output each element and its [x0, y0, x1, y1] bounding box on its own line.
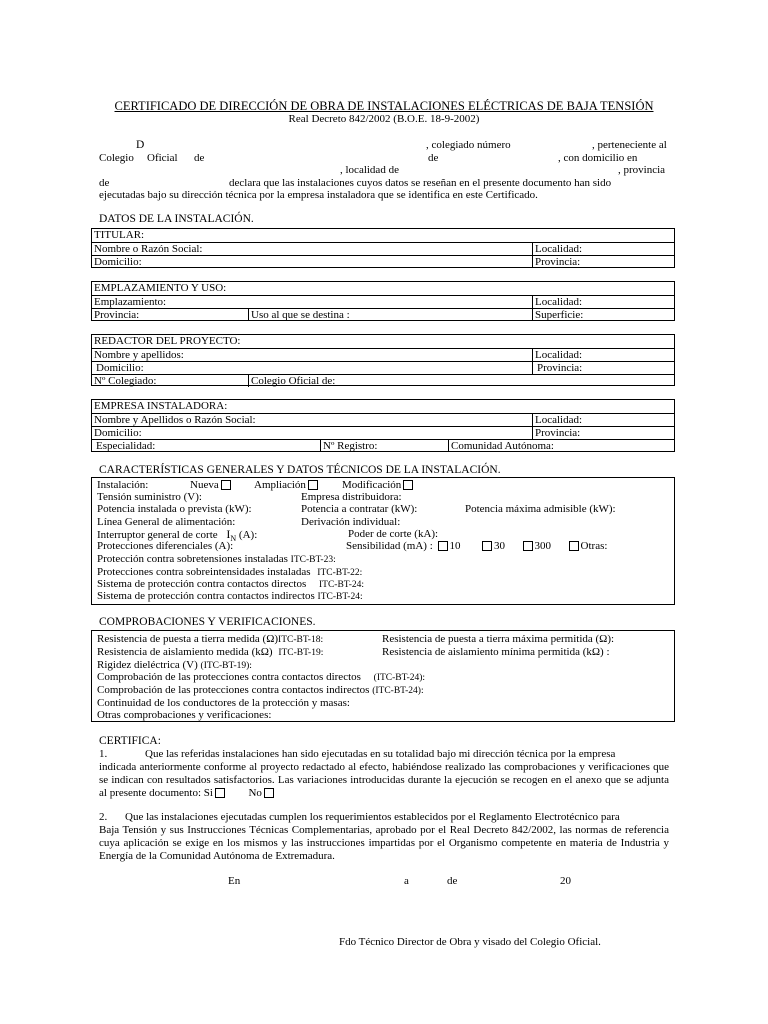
- sobreintensidades-itc: ITC-BT-22:: [317, 568, 363, 578]
- emplazamiento-table: [91, 281, 675, 321]
- empresa-provincia-field[interactable]: Provincia:: [532, 427, 674, 439]
- res-tierra-max-field[interactable]: Resistencia de puesta a tierra máxima permitida (Ω):: [382, 633, 615, 645]
- footer-year: 20: [560, 875, 571, 887]
- intro-d: D: [136, 139, 145, 151]
- modificacion-checkbox[interactable]: [403, 480, 413, 490]
- footer-de: de: [447, 875, 458, 887]
- empresa-comunidad-field[interactable]: Comunidad Autónoma:: [448, 440, 674, 452]
- intro-provincia: , provincia: [618, 164, 666, 176]
- footer-a: a: [404, 875, 409, 887]
- comp-directos-field[interactable]: [97, 671, 425, 685]
- certifica-no-checkbox[interactable]: [264, 788, 274, 798]
- res-aislamiento-min-field[interactable]: Resistencia de aislamiento mínima permitida (kΩ) :: [382, 646, 610, 658]
- interruptor-in-symbol: I: [226, 527, 231, 541]
- derivacion-field[interactable]: Derivación individual:: [301, 516, 401, 528]
- res-aislamiento-itc: ITC-BT-19:: [278, 648, 324, 658]
- footer-firma: Fdo Técnico Director de Obra y visado del Colegio Oficial.: [339, 936, 601, 948]
- comprobaciones-table: [91, 630, 675, 722]
- potencia-contratar-field[interactable]: Potencia a contratar (kW):: [301, 503, 418, 515]
- caracteristicas-heading: CARACTERÍSTICAS GENERALES Y DATOS TÉCNICOS DE LA INSTALACIÓN.: [99, 464, 501, 476]
- intro-perteneciente: , perteneciente al: [592, 139, 667, 151]
- res-aislamiento-label: Resistencia de aislamiento medida (kΩ): [97, 646, 273, 658]
- titular-provincia-field[interactable]: Provincia:: [532, 256, 674, 268]
- sensibilidad-10-checkbox[interactable]: [438, 541, 448, 551]
- redactor-colegiado-field[interactable]: Nº Colegiado:: [94, 375, 157, 387]
- emplazamiento-uso-field[interactable]: Uso al que se destina :: [248, 309, 532, 321]
- intro-de1: de: [194, 152, 205, 164]
- modificacion-label: Modificación: [342, 479, 402, 491]
- contactos-indirectos-field[interactable]: [97, 590, 363, 604]
- intro-oficial: Oficial: [147, 152, 178, 164]
- sensibilidad-300-checkbox[interactable]: [523, 541, 533, 551]
- protecciones-diferenciales-field[interactable]: Protecciones diferenciales (A):: [97, 540, 234, 552]
- footer-en: En: [228, 875, 241, 887]
- intro-domicilio: , con domicilio en: [558, 152, 638, 164]
- res-tierra-itc: ITC-BT-18:: [278, 635, 324, 645]
- empresa-registro-field[interactable]: Nº Registro:: [320, 440, 448, 452]
- redactor-provincia-field[interactable]: Provincia:: [532, 362, 674, 374]
- intro-colegiado: , colegiado número: [426, 139, 511, 151]
- instalacion-label: Instalación:: [97, 479, 149, 491]
- contactos-directos-label: Sistema de protección contra contactos directos: [97, 578, 307, 590]
- redactor-localidad-field[interactable]: Localidad:: [532, 349, 674, 361]
- sobretensiones-field[interactable]: [97, 553, 336, 567]
- titular-domicilio-field[interactable]: Domicilio:: [94, 256, 142, 268]
- intro-de3: de: [99, 177, 110, 189]
- intro-de2: de: [428, 152, 439, 164]
- tension-field[interactable]: Tensión suministro (V):: [97, 491, 202, 503]
- empresa-nombre-field[interactable]: Nombre y Apellidos o Razón Social:: [94, 414, 256, 426]
- otras-comprobaciones-field[interactable]: Otras comprobaciones y verificaciones:: [97, 709, 272, 721]
- certifica-heading: CERTIFICA:: [99, 735, 161, 747]
- linea-general-field[interactable]: Línea General de alimentación:: [97, 516, 236, 528]
- sensibilidad-30-checkbox[interactable]: [482, 541, 492, 551]
- sensibilidad-30-label: 30: [494, 540, 506, 552]
- intro-declara: declara que las instalaciones cuyos datos se reseñan en el presente documento han sido: [229, 177, 612, 189]
- rigidez-itc: (ITC-BT-19):: [200, 661, 252, 671]
- interruptor-unit: (A):: [238, 529, 258, 541]
- intro-colegio: Colegio: [99, 152, 134, 164]
- comp-indirectos-label: Comprobación de las protecciones contra contactos indirectos: [97, 684, 370, 696]
- emplazamiento-localidad-field[interactable]: Localidad:: [532, 296, 674, 308]
- certifica-si-label: Si: [203, 786, 213, 799]
- ampliacion-label: Ampliación: [254, 479, 306, 491]
- emplazamiento-provincia-field[interactable]: Provincia:: [94, 309, 140, 321]
- comp-indirectos-field[interactable]: [97, 684, 424, 698]
- redactor-domicilio-field[interactable]: Domicilio:: [96, 362, 144, 374]
- titular-nombre-field[interactable]: Nombre o Razón Social:: [94, 243, 203, 255]
- res-tierra-field[interactable]: [97, 633, 323, 647]
- redactor-label: REDACTOR DEL PROYECTO:: [94, 335, 241, 347]
- redactor-nombre-field[interactable]: Nombre y apellidos:: [94, 349, 184, 361]
- redactor-table: [91, 334, 675, 386]
- caracteristicas-table: [91, 477, 675, 605]
- emplazamiento-superficie-field[interactable]: Superficie:: [532, 309, 674, 321]
- sensibilidad-10-label: 10: [449, 540, 461, 552]
- sensibilidad-label: Sensibilidad (mA) :: [346, 540, 433, 552]
- ampliacion-checkbox[interactable]: [308, 480, 318, 490]
- titular-table: [91, 228, 675, 268]
- comp-directos-itc: (ITC-BT-24):: [373, 673, 426, 683]
- emplazamiento-field[interactable]: Emplazamiento:: [94, 296, 167, 308]
- empresa-especialidad-field[interactable]: Especialidad:: [96, 440, 156, 452]
- document-title: CERTIFICADO DE DIRECCIÓN DE OBRA DE INSTALACIONES ELÉCTRICAS DE BAJA TENSIÓN: [114, 99, 654, 113]
- document-subtitle: Real Decreto 842/2002 (B.O.E. 18-9-2002): [288, 113, 480, 125]
- certifica-si-checkbox[interactable]: [215, 788, 225, 798]
- poder-corte-field[interactable]: Poder de corte (kA):: [348, 528, 439, 540]
- intro-line4: ejecutadas bajo su dirección técnica por la empresa instaladora que se identifica en este Certificado.: [99, 189, 538, 201]
- sensibilidad-otras-checkbox[interactable]: [569, 541, 579, 551]
- datos-heading: DATOS DE LA INSTALACIÓN.: [99, 213, 254, 225]
- sensibilidad-otras-label: Otras:: [580, 540, 608, 552]
- empresa-domicilio-field[interactable]: Domicilio:: [94, 427, 142, 439]
- sobreintensidades-label: Protecciones contra sobreintensidades instaladas: [97, 566, 311, 578]
- emplazamiento-label: EMPLAZAMIENTO Y USO:: [94, 282, 227, 294]
- empresa-table: [91, 399, 675, 452]
- intro-localidad: , localidad de: [340, 164, 399, 176]
- empresa-label: EMPRESA INSTALADORA:: [94, 400, 228, 412]
- empresa-distribuidora-field[interactable]: Empresa distribuidora:: [301, 491, 402, 503]
- empresa-localidad-field[interactable]: Localidad:: [532, 414, 674, 426]
- contactos-indirectos-label: Sistema de protección contra contactos indirectos: [97, 590, 315, 602]
- comp-directos-label: Comprobación de las protecciones contra contactos directos: [97, 671, 361, 683]
- sobretensiones-itc: ITC-BT-23:: [290, 555, 336, 565]
- comprobaciones-heading: COMPROBACIONES Y VERIFICACIONES.: [99, 616, 316, 628]
- potencia-maxima-field[interactable]: Potencia máxima admisible (kW):: [465, 503, 616, 515]
- sensibilidad-300-label: 300: [534, 540, 552, 552]
- continuidad-field[interactable]: Continuidad de los conductores de la protección y masas:: [97, 697, 350, 709]
- nueva-label: Nueva: [190, 479, 219, 491]
- certifica-num2: 2.: [99, 811, 108, 823]
- certifica-paragraph-2: Baja Tensión y sus Instrucciones Técnicas Complementarias, aprobado por el Real Decreto 842/2002, las normas de referencia cuya aplicación se exige en los mismos y las instrucciones impartidas por el Organismo competente en materia de Industria y Energía de la Comunidad Autónoma de Extremadura.: [99, 824, 669, 862]
- potencia-instalada-field[interactable]: Potencia instalada o prevista (kW):: [97, 503, 252, 515]
- res-tierra-label: Resistencia de puesta a tierra medida (Ω): [97, 633, 279, 645]
- contactos-indirectos-itc: ITC-BT-24:: [317, 592, 363, 602]
- certifica-p2-first: Que las instalaciones ejecutadas cumplen los requerimientos establecidos por el Reglamento Electrotécnico para: [125, 811, 620, 823]
- titular-localidad-field[interactable]: Localidad:: [532, 243, 674, 255]
- certifica-no-label: No: [248, 786, 262, 799]
- comp-indirectos-itc: (ITC-BT-24):: [372, 686, 424, 696]
- sobretensiones-label: Protección contra sobretensiones instaladas: [97, 553, 288, 565]
- interruptor-in-subscript: N: [230, 534, 237, 544]
- certifica-p1-first: Que las referidas instalaciones han sido ejecutadas en su totalidad bajo mi dirección técnica por la empresa: [145, 748, 616, 760]
- titular-label: TITULAR:: [94, 229, 145, 241]
- res-aislamiento-field[interactable]: [97, 646, 323, 660]
- redactor-colegio-field[interactable]: Colegio Oficial de:: [248, 375, 674, 387]
- rigidez-label: Rigidez dieléctrica (V): [97, 659, 198, 671]
- contactos-directos-itc: ITC-BT-24:: [318, 580, 365, 590]
- nueva-checkbox[interactable]: [221, 480, 231, 490]
- interruptor-label: Interruptor general de corte: [97, 529, 218, 541]
- certifica-paragraph-1: [99, 761, 669, 799]
- certifica-num1: 1.: [99, 748, 108, 760]
- certifica-p1-rest: indicada anteriormente conforme al proyecto redactado al efecto, habiéndose realizado las comprobaciones y verificaciones que se indican con resultados satisfactorios. Las variaciones introducidas durante la ejecución se recogen en el anexo que se adjunta al presente documento:: [99, 761, 669, 799]
